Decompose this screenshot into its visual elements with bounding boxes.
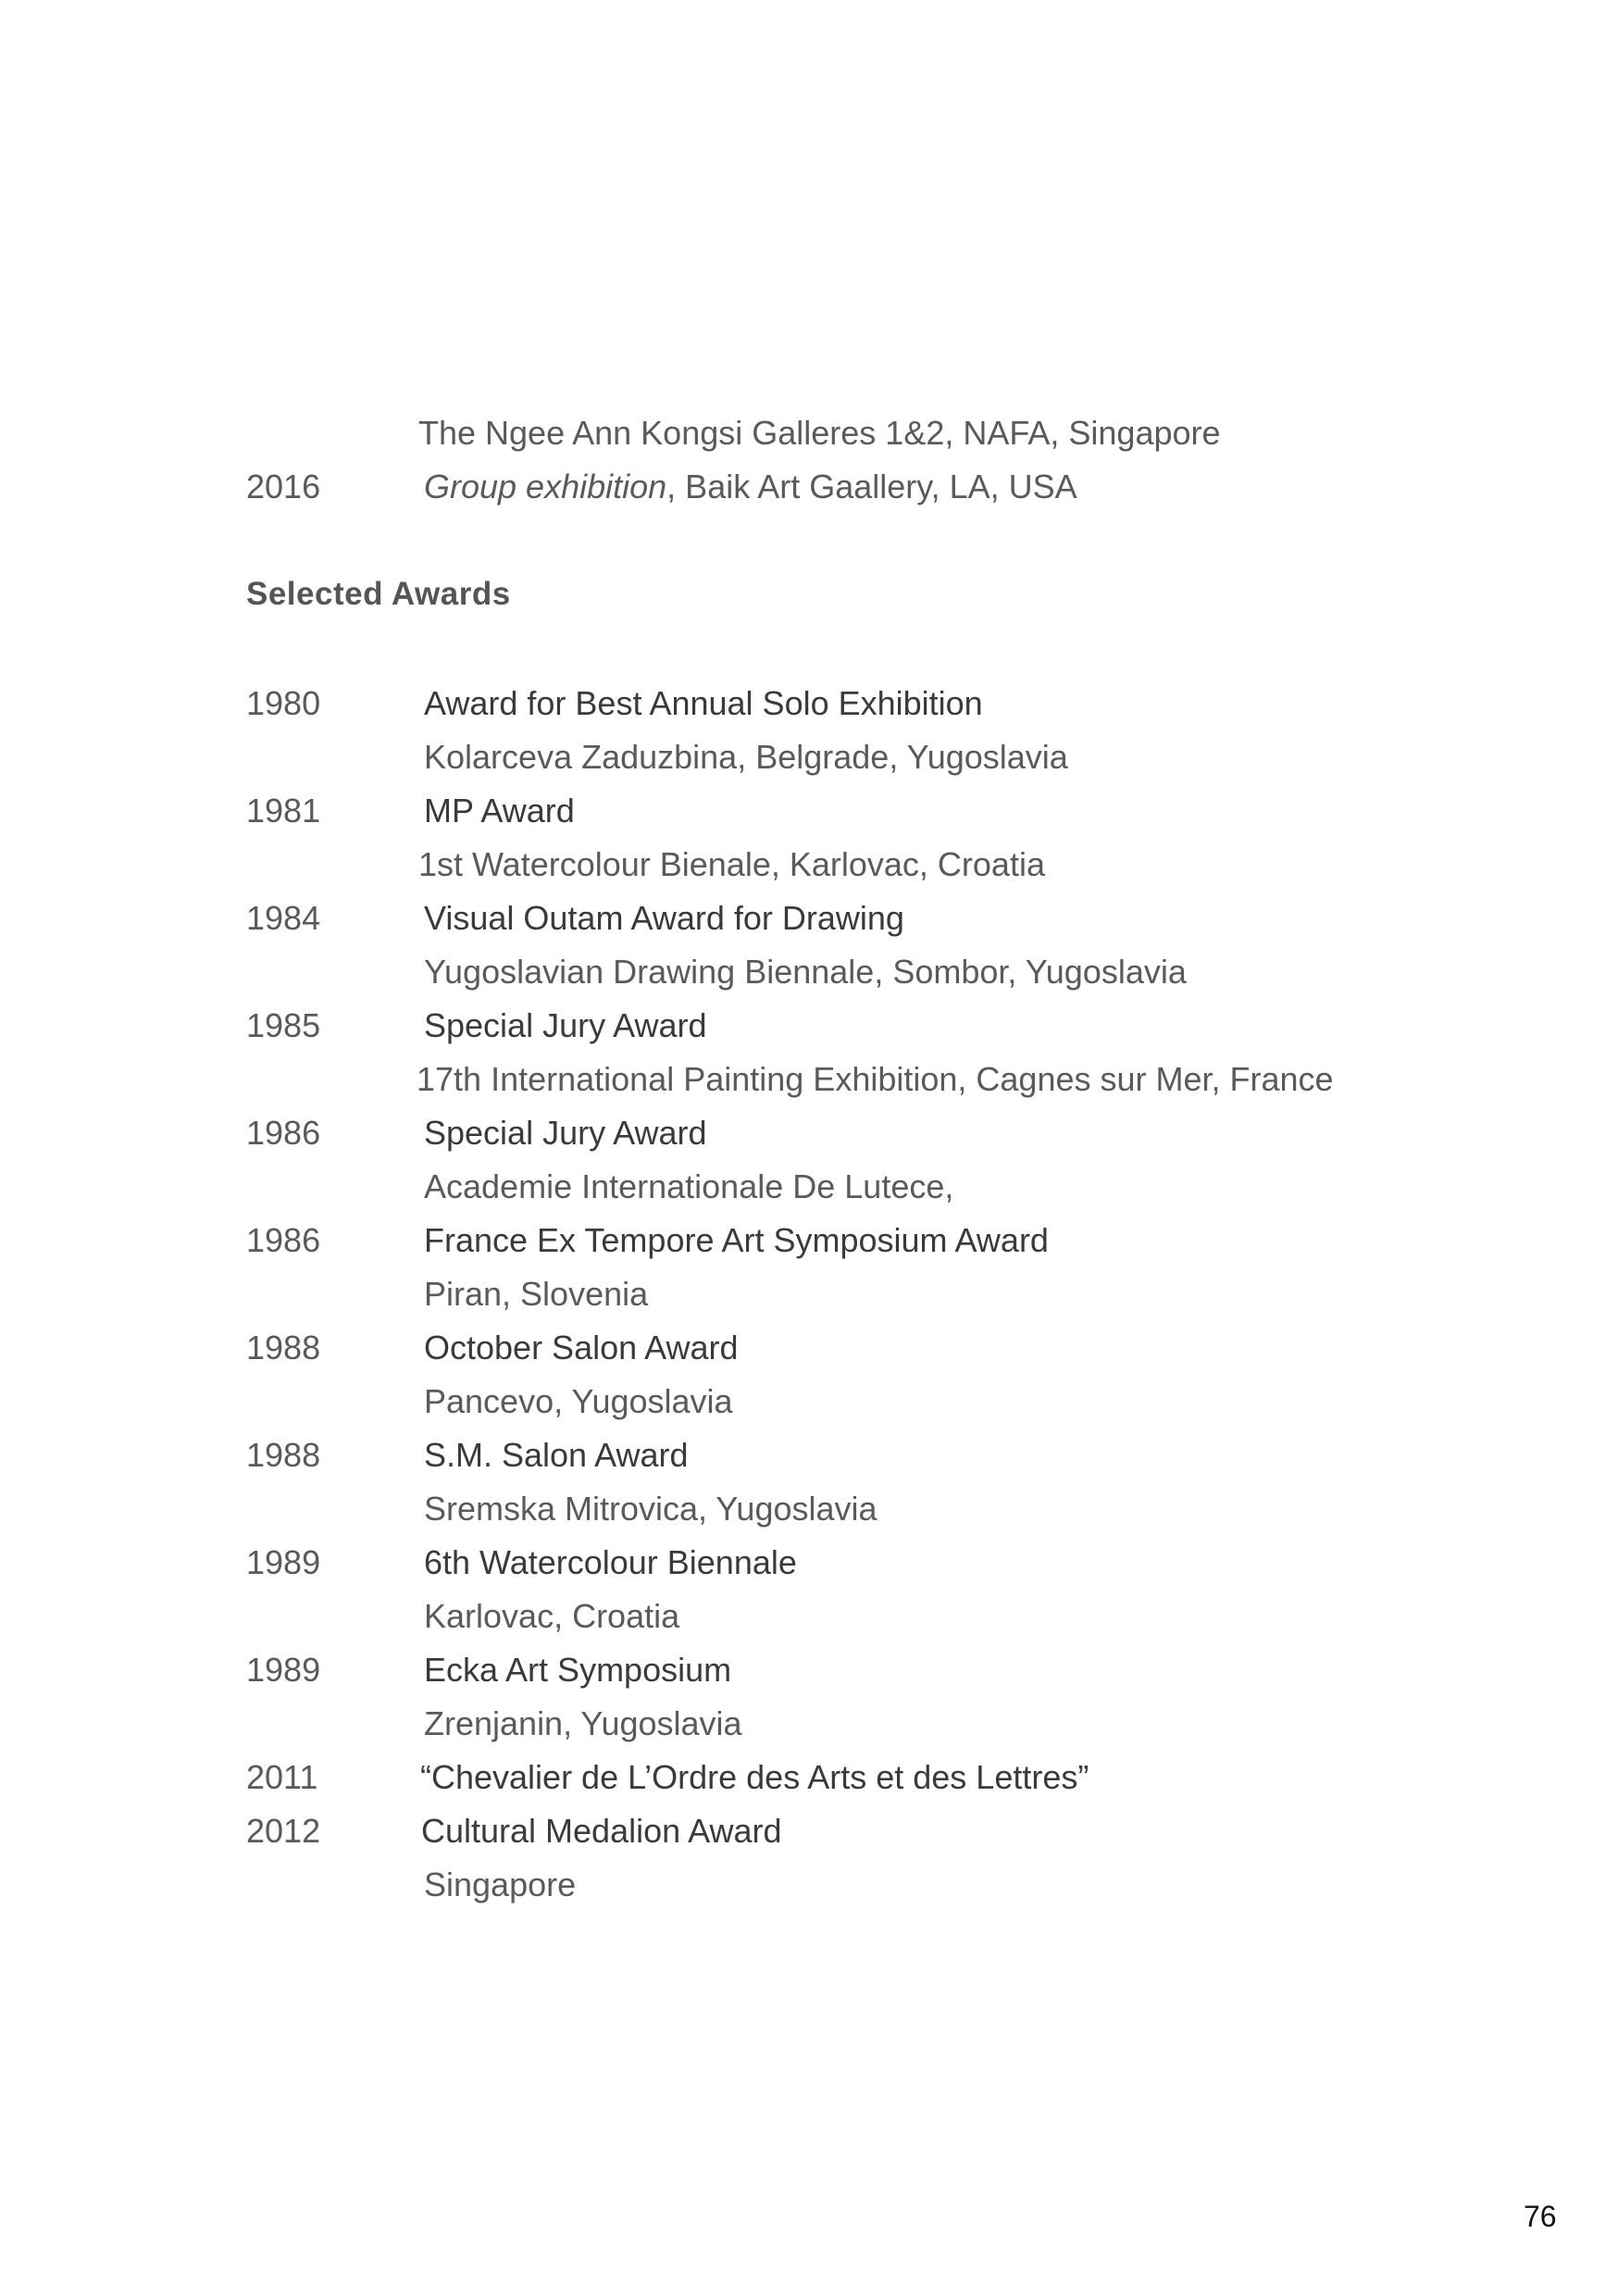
- award-detail: Zrenjanin, Yugoslavia: [424, 1704, 742, 1742]
- award-year: 1980: [246, 684, 321, 722]
- award-title: Special Jury Award: [424, 1114, 707, 1152]
- award-year: 1984: [246, 899, 321, 937]
- award-title: Visual Outam Award for Drawing: [424, 899, 904, 937]
- award-detail: Academie Internationale De Lutece,: [424, 1167, 954, 1205]
- award-year: 1988: [246, 1329, 321, 1366]
- award-year: 1981: [246, 792, 321, 830]
- award-title: Ecka Art Symposium: [424, 1651, 732, 1689]
- award-year: 1986: [246, 1114, 321, 1152]
- exhibition-year: 2016: [246, 468, 321, 505]
- award-detail: Piran, Slovenia: [424, 1275, 649, 1313]
- award-year: 1985: [246, 1006, 321, 1044]
- exhibition-title: Group exhibition: [424, 468, 667, 505]
- award-year: 1989: [246, 1543, 321, 1581]
- award-title: Award for Best Annual Solo Exhibition: [424, 684, 983, 722]
- section-heading: Selected Awards: [246, 576, 511, 612]
- exhibition-venue-line: The Ngee Ann Kongsi Galleres 1&2, NAFA, Singapore: [418, 414, 1221, 452]
- award-title: October Salon Award: [424, 1329, 739, 1366]
- award-title: Cultural Medalion Award: [421, 1812, 782, 1850]
- award-detail: Yugoslavian Drawing Biennale, Sombor, Yugoslavia: [424, 953, 1187, 991]
- award-detail: Kolarceva Zaduzbina, Belgrade, Yugoslavia: [424, 738, 1068, 776]
- award-title: France Ex Tempore Art Symposium Award: [424, 1221, 1049, 1259]
- award-year: 2011: [246, 1758, 318, 1796]
- award-title: MP Award: [424, 792, 575, 830]
- award-year: 1988: [246, 1436, 321, 1474]
- award-title: Special Jury Award: [424, 1006, 707, 1044]
- award-year: 1989: [246, 1651, 321, 1689]
- award-title: S.M. Salon Award: [424, 1436, 689, 1474]
- page-number: 76: [1524, 2200, 1557, 2233]
- award-year: 2012: [246, 1812, 321, 1850]
- award-detail: Sremska Mitrovica, Yugoslavia: [424, 1490, 877, 1528]
- exhibition-venue: , Baik Art Gaallery, LA, USA: [666, 468, 1077, 505]
- award-detail: Pancevo, Yugoslavia: [424, 1382, 733, 1420]
- award-detail: 17th International Painting Exhibition, Cagnes sur Mer, France: [417, 1060, 1334, 1098]
- award-title: “Chevalier de L’Ordre des Arts et des Lettres”: [420, 1758, 1089, 1796]
- award-detail: Singapore: [424, 1866, 577, 1903]
- award-detail: 1st Watercolour Bienale, Karlovac, Croatia: [418, 845, 1045, 883]
- exhibition-entry: [424, 467, 1077, 507]
- award-year: 1986: [246, 1221, 321, 1259]
- award-title: 6th Watercolour Biennale: [424, 1543, 797, 1581]
- award-detail: Karlovac, Croatia: [424, 1597, 680, 1635]
